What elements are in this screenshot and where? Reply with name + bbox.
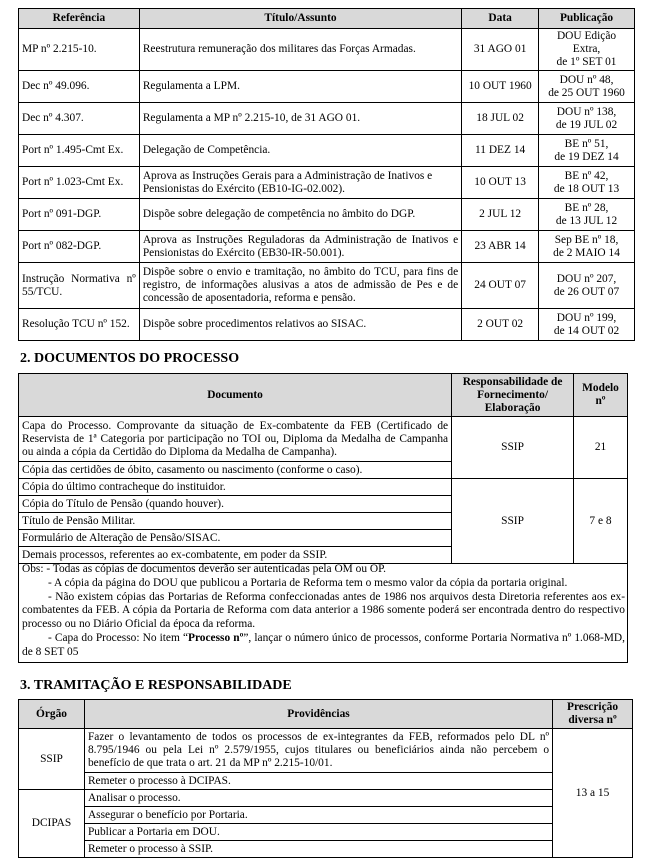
header-organ: Órgão — [19, 700, 85, 729]
table-row — [19, 807, 633, 824]
title-cell: Aprova as Instruções Gerais para a Administração de Inativos e Pensionistas do Exército (EB10-IG-02.002). — [139, 167, 461, 199]
table-row — [19, 309, 635, 341]
title-cell: Regulamenta a MP nº 2.215-10, de 31 AGO 01. — [139, 103, 461, 135]
date-cell: 18 JUL 02 — [462, 103, 539, 135]
publication-line: de 13 JUL 12 — [555, 214, 618, 227]
table-row — [19, 167, 635, 199]
header-prescription: Prescrição diversa nº — [553, 700, 633, 729]
table-row — [19, 790, 633, 807]
obs-line — [22, 632, 625, 660]
obs-line: Obs: - Todas as cópias de documentos deverão ser autenticadas pela OM ou OP. — [22, 563, 387, 575]
date-cell: 10 OUT 13 — [462, 167, 539, 199]
title-cell: Dispõe sobre procedimentos relativos ao SISAC. — [139, 309, 461, 341]
table-row — [19, 199, 635, 231]
ref-cell: Port nº 082-DGP. — [19, 231, 140, 263]
header-actions: Providências — [84, 700, 552, 729]
obs-line: - Não existem cópias das Portarias de Reforma confeccionadas antes de 1986 nos arquivos desta Diretoria referentes aos ex-combatentes da FEB. A cópia da Portaria de Reforma com data anterior a 1986 somente poderá ser encontrada dentro do respectivo processo ou no Diário Oficial da época da reforma. — [22, 590, 625, 631]
document-cell: Capa do Processo. Comprovante da situação de Ex-combatente da FEB (Certificado de Reservista de 1ª Categoria por participação no TOI ou, Diploma da Medalha de Campanha ou ainda a cópia da Certidão do Diploma da Medalha de Campanha). — [19, 417, 452, 462]
header-model: Modelo nº — [574, 374, 628, 417]
publication-cell — [539, 309, 635, 341]
date-cell: 2 JUL 12 — [462, 199, 539, 231]
obs-text: ”, lançar o número único de processos, conforme Portaria Normativa nº 1.068-MD, de 8 SET 05 — [22, 631, 625, 658]
document-cell: Formulário de Alteração de Pensão/SISAC. — [19, 530, 452, 547]
action-cell: Assegurar o benefício por Portaria. — [84, 807, 552, 824]
title-cell: Aprova as Instruções Reguladoras da Administração de Inativos e Pensionistas do Exército (EB30-IR-50.001). — [139, 231, 461, 263]
ref-cell: Port nº 1.023-Cmt Ex. — [19, 167, 140, 199]
table-row — [19, 479, 628, 496]
date-cell: 24 OUT 07 — [462, 263, 539, 309]
publication-line: DOU nº 48, — [559, 73, 614, 86]
publication-cell — [539, 199, 635, 231]
publication-line: de 26 OUT 07 — [553, 285, 620, 298]
publication-line: DOU nº 199, — [556, 311, 617, 324]
publication-line: BE nº 42, — [564, 169, 609, 182]
model-cell: 21 — [574, 417, 628, 479]
document-cell: Cópia das certidões de óbito, casamento ou nascimento (conforme o caso). — [19, 462, 452, 479]
table-row — [19, 135, 635, 167]
title-cell: Delegação de Competência. — [139, 135, 461, 167]
header-publication: Publicação — [539, 9, 635, 29]
document-cell: Título de Pensão Militar. — [19, 513, 452, 530]
model-cell: 7 e 8 — [574, 479, 628, 564]
procedure-table — [18, 699, 633, 858]
action-cell: Fazer o levantamento de todos os processos de ex-integrantes da FEB, reformados pelo DL nº 8.795/1946 ou pela Lei nº 2.579/1955, cujos titulares ou beneficiários ainda não percebem o benefício de que trata o art. 21 da MP nº 2.215-10/01. — [84, 729, 552, 773]
table-row — [19, 773, 633, 790]
publication-cell — [539, 103, 635, 135]
section-heading: 3. TRAMITAÇÃO E RESPONSABILIDADE — [20, 678, 292, 693]
header-responsibility: Responsabilidade de Fornecimento/ Elaboração — [452, 374, 574, 417]
ref-cell: Dec nº 4.307. — [19, 103, 140, 135]
action-cell: Remeter o processo à SSIP. — [84, 841, 552, 858]
ref-cell: Instrução Normativa nº 55/TCU. — [19, 263, 140, 309]
publication-line: BE nº 51, — [564, 137, 609, 150]
publication-line: Sep BE nº 18, — [554, 233, 619, 246]
organ-cell: DCIPAS — [19, 790, 85, 858]
publication-line: de 1º SET 01 — [556, 56, 617, 68]
publication-line: de 2 MAIO 14 — [553, 246, 620, 259]
date-cell: 10 OUT 1960 — [462, 71, 539, 103]
publication-line: BE nº 28, — [564, 201, 609, 214]
document-cell: Cópia do último contracheque do instituidor. — [19, 479, 452, 496]
document-cell: Demais processos, referentes ao ex-combatente, em poder da SSIP. — [19, 547, 452, 564]
legislation-table — [18, 8, 635, 341]
obs-bold: Processo nº — [188, 631, 244, 644]
header-reference: Referência — [19, 9, 140, 29]
section-heading: 2. DOCUMENTOS DO PROCESSO — [20, 351, 240, 366]
title-cell: Dispõe sobre delegação de competência no âmbito do DGP. — [139, 199, 461, 231]
ref-cell: MP nº 2.215-10. — [19, 29, 140, 71]
date-cell: 2 OUT 02 — [462, 309, 539, 341]
publication-cell — [539, 71, 635, 103]
publication-line: de 25 OUT 1960 — [548, 86, 625, 99]
table-row — [19, 263, 635, 309]
ref-cell: Resolução TCU nº 152. — [19, 309, 140, 341]
publication-cell — [539, 135, 635, 167]
header-date: Data — [462, 9, 539, 29]
table-row — [19, 103, 635, 135]
ref-cell: Port nº 1.495-Cmt Ex. — [19, 135, 140, 167]
publication-cell — [539, 29, 635, 71]
header-document: Documento — [19, 374, 452, 417]
obs-text: - Capa do Processo: No item “ — [48, 631, 188, 644]
publication-line: DOU nº 138, — [556, 105, 617, 118]
date-cell: 23 ABR 14 — [462, 231, 539, 263]
date-cell: 11 DEZ 14 — [462, 135, 539, 167]
table-row — [19, 841, 633, 858]
ref-cell: Dec nº 49.096. — [19, 71, 140, 103]
documents-table — [18, 373, 628, 564]
title-cell: Dispõe sobre o envio e tramitação, no âmbito do TCU, para fins de registro, de informações alusivas a atos de admissão de Pes e de concessão de aposentadoria, reforma e pensão. — [139, 263, 461, 309]
action-cell: Remeter o processo à DCIPAS. — [84, 773, 552, 790]
publication-line: de 19 JUL 02 — [555, 118, 618, 131]
obs-line: - A cópia da página do DOU que publicou a Portaria de Reforma tem o mesmo valor da cópia da portaria original. — [48, 576, 568, 589]
responsibility-cell: SSIP — [452, 479, 574, 564]
document-cell: Cópia do Título de Pensão (quando houver). — [19, 496, 452, 513]
publication-cell — [539, 167, 635, 199]
table-row — [19, 824, 633, 841]
publication-line: de 14 OUT 02 — [553, 324, 620, 337]
ref-cell: Port nº 091-DGP. — [19, 199, 140, 231]
date-cell: 31 AGO 01 — [462, 29, 539, 71]
observations-box — [18, 563, 628, 663]
organ-cell: SSIP — [19, 729, 85, 790]
action-cell: Publicar a Portaria em DOU. — [84, 824, 552, 841]
publication-line: de 19 DEZ 14 — [554, 150, 619, 163]
publication-cell — [539, 263, 635, 309]
publication-cell — [539, 231, 635, 263]
title-cell: Reestrutura remuneração dos militares das Forças Armadas. — [139, 29, 461, 71]
publication-line: de 18 OUT 13 — [553, 182, 620, 195]
header-title: Título/Assunto — [139, 9, 461, 29]
publication-line: DOU nº 207, — [556, 272, 617, 285]
table-row — [19, 29, 635, 71]
prescription-cell: 13 a 15 — [553, 729, 633, 858]
table-row — [19, 231, 635, 263]
publication-line: DOU Edição Extra, — [556, 30, 617, 55]
table-row — [19, 417, 628, 462]
title-cell: Regulamenta a LPM. — [139, 71, 461, 103]
action-cell: Analisar o processo. — [84, 790, 552, 807]
table-row — [19, 729, 633, 773]
responsibility-cell: SSIP — [452, 417, 574, 479]
table-row — [19, 71, 635, 103]
